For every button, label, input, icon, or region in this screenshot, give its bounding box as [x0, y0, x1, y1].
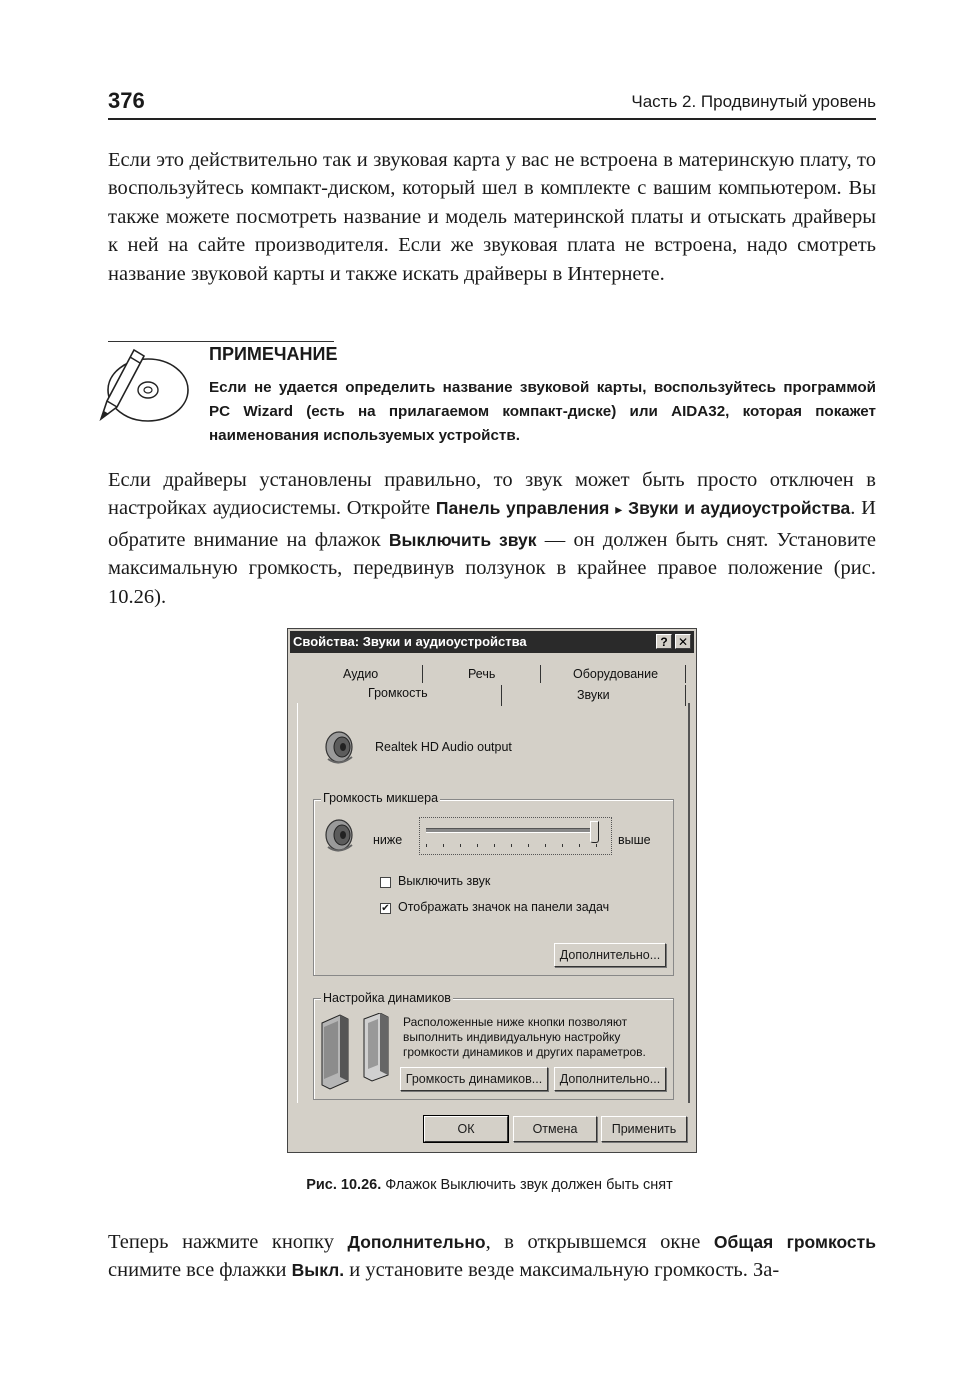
ok-button[interactable]: ОК [424, 1116, 508, 1142]
p2-text-3: — он должен быть снят. Установите максимальную громкость, передвинув ползунок в крайнее правое положение (рис. 10.26). [108, 528, 877, 608]
menu-arrow-icon: ▸ [615, 503, 623, 519]
slider-tick [443, 844, 444, 847]
tab-separator [685, 665, 686, 683]
slider-tick [477, 844, 478, 847]
p2-bold-mute: Выключить звук [388, 529, 537, 550]
p2-text-2: . И обратите внимание на флажок [108, 497, 876, 551]
note-rule [108, 341, 334, 342]
slider-tick [579, 844, 580, 847]
header-rule [108, 118, 876, 120]
slider-tick [596, 844, 597, 847]
speakers-icon [320, 1013, 392, 1093]
slider-tick [460, 844, 461, 847]
paragraph-3 [108, 1228, 876, 1285]
p3-text-2: , в открывшемся окне [485, 1231, 714, 1253]
p3-bold-off: Выкл. [291, 1260, 345, 1281]
slider-tick [528, 844, 529, 847]
help-button[interactable]: ? [656, 634, 672, 649]
running-header: Часть 2. Продвинутый уровень [631, 92, 876, 111]
slider-tick [562, 844, 563, 847]
mute-checkbox[interactable] [380, 877, 391, 888]
check-icon: ✔ [381, 903, 390, 914]
slider-tick [545, 844, 546, 847]
dialog-title: Свойства: Звуки и аудиоустройства [293, 634, 527, 649]
close-button[interactable]: ✕ [675, 634, 691, 649]
slider-low-label: ниже [373, 833, 403, 847]
slider-track [426, 828, 598, 833]
slider-tick [426, 844, 427, 847]
p3-bold-advanced: Дополнительно [347, 1232, 486, 1252]
speaker-volume-button[interactable]: Громкость динамиков... [400, 1067, 548, 1091]
paragraph-1: Если это действительно так и звуковая карта у вас не встроена в материнскую плату, то воспользуйтесь компакт-диском, который шел в комплекте с вашим компьютером. Вы также можете посмотреть название и модель материнской платы и отыскать драйверы к ней на сайте производителя. Если же звуковая плата не встроена, надо смотреть название звуковой карты и также искать драйверы в Интернете. [108, 149, 876, 285]
note-text: Если не удается определить название звуковой карты, воспользуйтесь программой PC Wizard (есть на прилагаемом компакт-диске) или AIDA32, которая покажет наименования используемых устройств. [209, 379, 876, 444]
p2-bold-sounds: Звуки и аудиоустройства [628, 498, 851, 519]
p3-bold-master-volume: Общая громкость [713, 1232, 876, 1252]
speakers-description [403, 1015, 646, 1060]
slider-ticks [426, 844, 598, 849]
page-number: 376 [108, 88, 145, 113]
speakers-desc-line: выполнить индивидуальную настройку [403, 1030, 621, 1044]
speakers-desc-line: громкости динамиков и других параметров. [403, 1045, 646, 1059]
tray-icon-label[interactable]: Отображать значок на панели задач [398, 900, 610, 914]
volume-slider[interactable] [419, 817, 612, 855]
p2-bold-control-panel: Панель управления [435, 498, 610, 519]
apply-button[interactable]: Применить [601, 1116, 687, 1142]
p2-text-1: Если драйверы установлены правильно, то звук может быть просто отключен в настройках аудиосистемы. Откройте [108, 469, 876, 520]
tab-volume[interactable]: Громкость [368, 686, 428, 700]
p3-text-3: снимите все флажки [108, 1259, 292, 1282]
speaker-icon [322, 729, 358, 767]
figure-caption [0, 1177, 979, 1193]
speakers-desc-line: Расположенные ниже кнопки позволяют [403, 1015, 628, 1029]
pencil-cd-icon [96, 345, 196, 425]
tab-hardware[interactable]: Оборудование [573, 667, 659, 681]
speaker-group-label: Настройка динамиков [323, 991, 451, 1005]
p3-text-4: и установите везде максимальную громкость. За- [344, 1259, 780, 1282]
device-name: Realtek HD Audio output [375, 740, 512, 754]
cancel-button[interactable]: Отмена [513, 1116, 597, 1142]
dialog-titlebar [290, 631, 694, 653]
sound-properties-dialog [287, 628, 697, 1153]
speaker-advanced-button[interactable]: Дополнительно... [554, 1067, 666, 1091]
slider-tick [494, 844, 495, 847]
caption-text: Флажок Выключить звук должен быть снят [381, 1177, 673, 1193]
caption-label: Рис. 10.26. [306, 1177, 382, 1193]
paragraph-2 [108, 466, 876, 611]
note-title: ПРИМЕЧАНИЕ [209, 344, 338, 364]
speaker-icon [322, 817, 358, 855]
tab-audio[interactable]: Аудио [343, 667, 379, 681]
tab-separator [540, 665, 541, 683]
p3-text-1: Теперь нажмите кнопку [108, 1231, 348, 1253]
mixer-advanced-button[interactable]: Дополнительно... [554, 943, 666, 967]
slider-high-label: выше [618, 833, 651, 847]
tray-icon-checkbox[interactable] [380, 903, 391, 914]
tab-separator [422, 665, 423, 683]
mute-label[interactable]: Выключить звук [398, 874, 491, 888]
tab-sounds[interactable]: Звуки [577, 688, 610, 702]
slider-tick [511, 844, 512, 847]
mixer-group-label: Громкость микшера [323, 791, 439, 805]
slider-thumb[interactable] [590, 821, 599, 843]
tab-speech[interactable]: Речь [468, 667, 496, 681]
